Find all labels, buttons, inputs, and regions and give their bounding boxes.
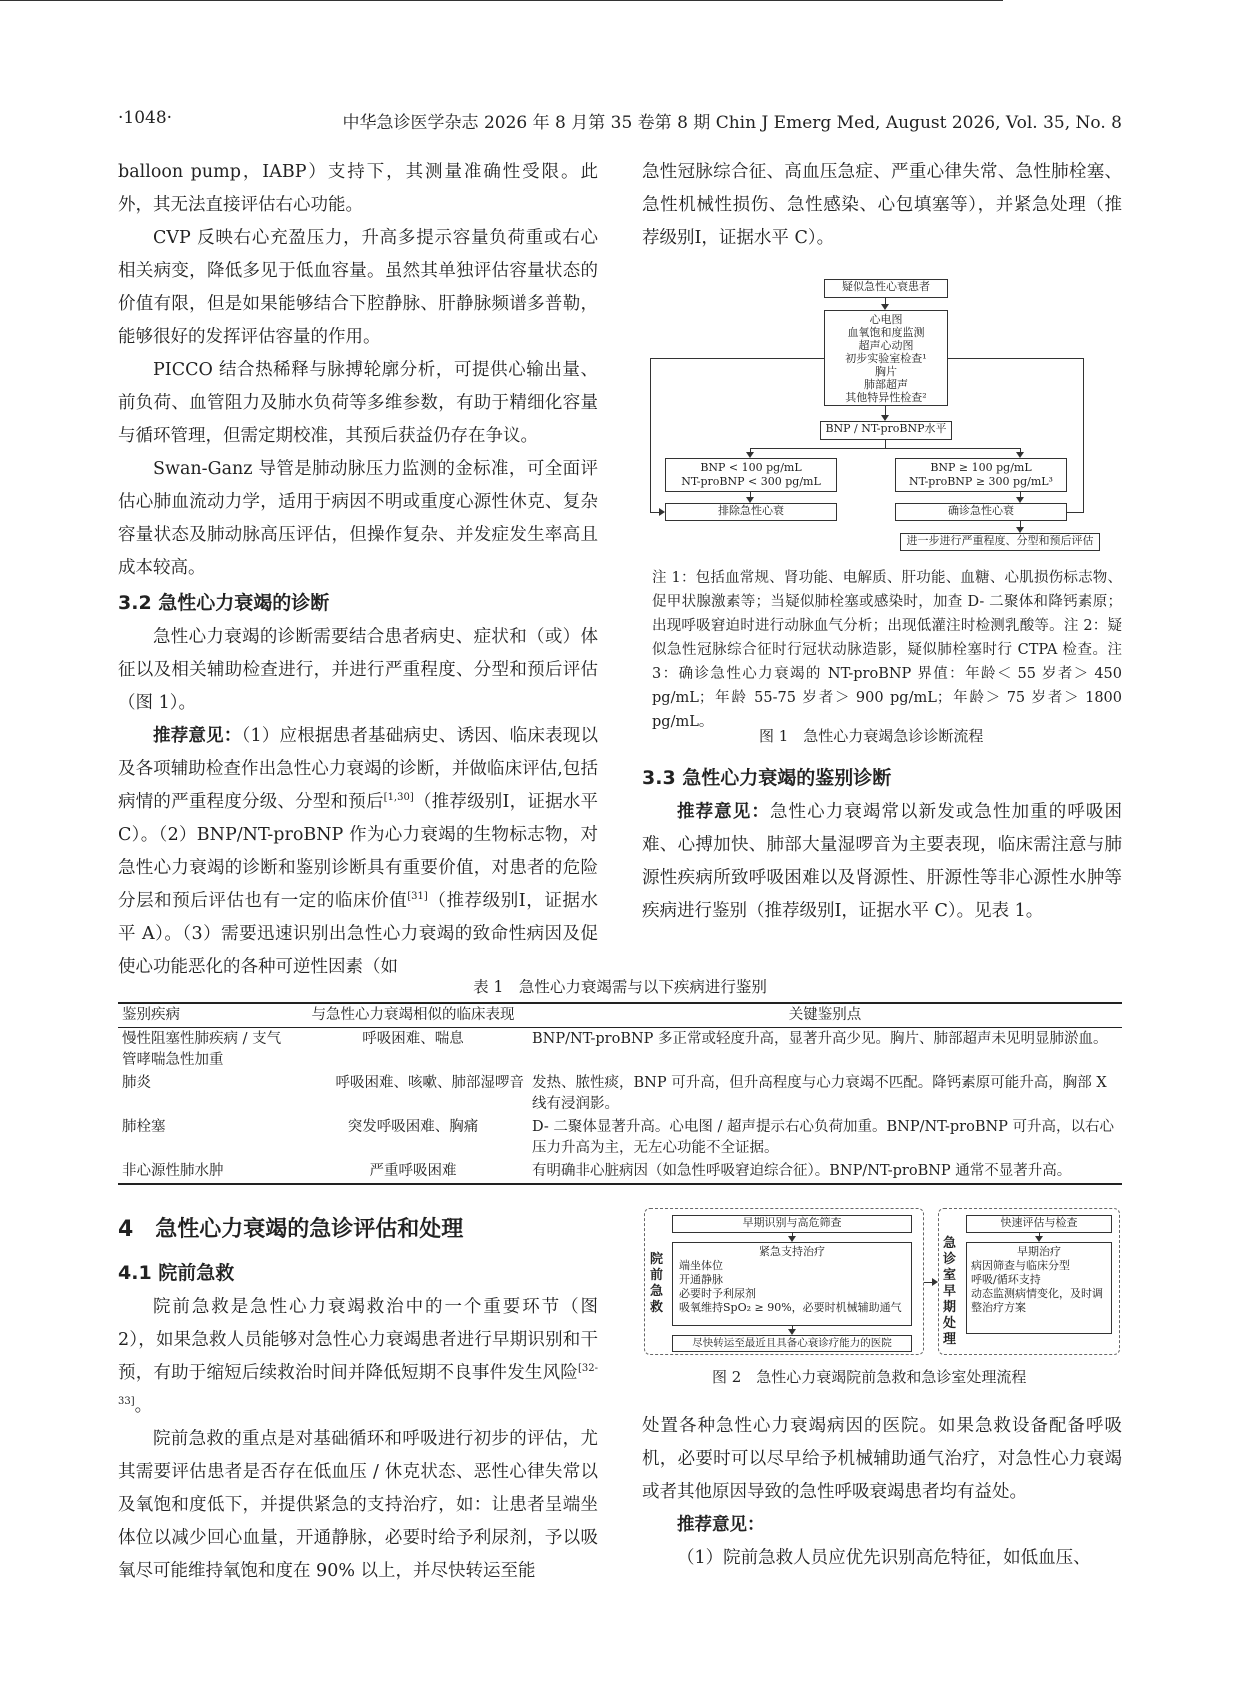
table-row	[118, 1028, 1122, 1073]
recommendation-label: 推荐意见：	[153, 726, 242, 746]
table-cell: 肺栓塞	[122, 1119, 166, 1135]
paragraph: CVP 反映右心充盈压力，升高多提示容量负荷重或右心相关病变，降低多见于低血容量。虽然其单独评估容量状态的价值有限，但是如果能够结合下腔静脉、肝静脉频谱多普勒，能够很好的发挥评估容量的作用。	[118, 228, 598, 347]
table-cell: 呼吸困难、喘息	[362, 1031, 464, 1047]
flow-box-confirm: 确诊急性心衰	[895, 503, 1067, 521]
header-rule	[0, 0, 1003, 1]
paragraph: Swan-Ganz 导管是肺动脉压力监测的金标准，可全面评估心肺血流动力学，适用于病因不明或重度心源性休克、复杂容量状态及肺动脉高压评估，但操作复杂、并发症发生率高且成本较高。	[118, 459, 598, 578]
ed-label: 急诊室早期处理	[943, 1236, 957, 1347]
flow-box-early-treatment: 早期治疗 病因筛查与临床分型 呼吸/循环支持 动态监测病情变化，及时调整治疗方案	[966, 1242, 1112, 1334]
paragraph: balloon pump，IABP）支持下，其测量准确性受限。此外，其无法直接评估右心功能。	[118, 162, 598, 215]
paragraph: 急性冠脉综合征、高血压急症、严重心律失常、急性肺栓塞、急性机械性损伤、急性感染、心包填塞等），并紧急处理（推荐级别Ⅰ，证据水平 C）。	[642, 162, 1122, 248]
paragraph: （1）院前急救人员应优先识别高危特征，如低血压、	[677, 1548, 1091, 1568]
recommendation-heading: 推荐意见：	[677, 1515, 765, 1535]
flow-box-suspect: 疑似急性心衰患者	[824, 279, 948, 298]
column-header: 与急性心力衰竭相似的临床表现	[298, 1003, 528, 1028]
journal-header: 中华急诊医学杂志 2026 年 8 月第 35 卷第 8 期 Chin J Emerg Med, August 2026, Vol. 35, No. 8	[342, 113, 1122, 133]
section-heading-4: 4 急性心力衰竭的急诊评估和处理	[118, 1217, 464, 1242]
flow-box-support: 紧急支持治疗 端坐体位 开通静脉 必要时予利尿剂 吸氧维持SpO₂ ≥ 90%，必要时机械辅助通气	[672, 1242, 912, 1326]
paragraph: 院前急救的重点是对基础循环和呼吸进行初步的评估，尤其需要评估患者是否存在低血压 / 休克状态、恶性心律失常以及氧饱和度低下，并提供紧急的支持治疗，如：让患者呈端坐体位以减少回心血量，开通静脉，必要时给予利尿剂，予以吸氧尽可能维持氧饱和度在 90% 以上，并尽快转运至能	[118, 1429, 598, 1581]
table-cell: BNP/NT-proBNP 多正常或轻度升高，显著升高少见。胸片、肺部超声未见明显肺淤血。	[532, 1031, 1108, 1047]
table-cell: 发热、脓性痰，BNP 可升高，但升高程度与心力衰竭不匹配。降钙素原可能升高，胸部 X 线有浸润影。	[532, 1075, 1107, 1112]
table-cell: 慢性阻塞性肺疾病 / 支气管哮喘急性加重	[122, 1031, 282, 1068]
recommendation-label: 推荐意见：	[677, 802, 770, 822]
flow-box-exams: 心电图 血氧饱和度监测 超声心动图 初步实验室检查¹ 胸片 肺部超声 其他特异性检查²	[824, 310, 948, 406]
citation: [31]	[407, 891, 428, 903]
flow-box-transfer: 尽快转运至最近且具备心衰诊疗能力的医院	[672, 1335, 912, 1352]
right-column-top	[642, 156, 1122, 255]
table-row	[118, 1116, 1122, 1160]
flow-box-exclude: 排除急性心衰	[665, 503, 837, 521]
section-heading-3-3: 3.3 急性心力衰竭的鉴别诊断	[642, 767, 892, 789]
table-header-row	[118, 1003, 1122, 1028]
prehospital-label: 院前急救	[650, 1252, 664, 1315]
flow-box-quick-eval: 快速评估与检查	[966, 1215, 1112, 1233]
table-cell: 非心源性肺水肿	[118, 1160, 298, 1184]
flow-box-further: 进一步进行严重程度、分型和预后评估	[900, 533, 1100, 551]
recommendation-paragraph: 推荐意见：急性心力衰竭常以新发或急性加重的呼吸困难、心搏加快、肺部大量湿啰音为主要表现，临床需注意与肺源性疾病所致呼吸困难以及肾源性、肝源性等非心源性水肿等疾病进行鉴别（推荐级别Ⅰ，证据水平 C）。见表 1。	[642, 802, 1123, 921]
flow-box-bnp-low: BNP < 100 pg/mL NT-proBNP < 300 pg/mL	[665, 458, 837, 492]
left-column-section-4	[118, 1255, 598, 1588]
table-1-title: 表 1 急性心力衰竭需与以下疾病进行鉴别	[473, 978, 767, 996]
section-heading-4-1: 4.1 院前急救	[118, 1262, 235, 1284]
flow-box-bnp: BNP / NT-proBNP水平	[820, 421, 952, 440]
page-number: ·1048·	[118, 108, 173, 128]
figure-1-note: 注 1：包括血常规、肾功能、电解质、肝功能、血糖、心肌损伤标志物、促甲状腺激素等；当疑似肺栓塞或感染时，加查 D- 二聚体和降钙素原；出现呼吸窘迫时进行动脉血气分析；出现低灌注时检测乳酸等。注 2：疑似急性冠脉综合征时行冠状动脉造影，疑似肺栓塞时行 CTPA 检查。注 3：确诊急性心力衰竭的 NT-proBNP 界值：年龄＜ 55 岁者＞ 450 pg/mL；年龄 55-75 岁者＞ 900 pg/mL；年龄＞ 75 岁者＞ 1800 pg/mL。	[652, 570, 1122, 730]
figure-2-caption: 图 2 急性心力衰竭院前急救和急诊室处理流程	[712, 1368, 1027, 1386]
paragraph: 急性心力衰竭的诊断需要结合患者病史、症状和（或）体征以及相关辅助检查进行，并进行严重程度、分型和预后评估（图 1）。	[118, 627, 598, 713]
flow-box-early-screen: 早期识别与高危筛查	[672, 1215, 912, 1233]
right-column-bottom	[642, 1410, 1122, 1575]
table-1	[118, 1002, 1122, 1185]
table-row	[118, 1160, 1122, 1184]
right-column-section-3-3	[642, 760, 1122, 928]
table-row	[118, 1072, 1122, 1116]
table-cell: D- 二聚体显著升高。心电图 / 超声提示右心负荷加重。BNP/NT-proBNP 可升高，以右心压力升高为主，无左心功能不全证据。	[532, 1119, 1115, 1156]
table-cell: 肺炎	[122, 1075, 151, 1091]
citation: [32-33]	[118, 1363, 598, 1408]
flow-box-bnp-high: BNP ≥ 100 pg/mL NT-proBNP ≥ 300 pg/mL³	[895, 458, 1067, 492]
column-header: 鉴别疾病	[118, 1003, 298, 1028]
paragraph: PICCO 结合热稀释与脉搏轮廓分析，可提供心输出量、前负荷、血管阻力及肺水负荷等多维参数，有助于精细化容量与循环管理，但需定期校准，其预后获益仍存在争议。	[118, 360, 598, 446]
left-column-top	[118, 156, 598, 984]
table-cell: 突发呼吸困难、胸痛	[347, 1119, 479, 1135]
table-cell: 有明确非心脏病因（如急性呼吸窘迫综合征）。BNP/NT-proBNP 通常不显著升高。	[528, 1160, 1122, 1184]
paragraph: 院前急救是急性心力衰竭救治中的一个重要环节（图 2），如果急救人员能够对急性心力衰竭患者进行早期识别和干预，有助于缩短后续救治时间并降低短期不良事件发生风险[32-33]。	[118, 1297, 598, 1416]
table-cell: 呼吸困难、咳嗽、肺部湿啰音	[335, 1075, 524, 1091]
section-heading-3-2: 3.2 急性心力衰竭的诊断	[118, 592, 330, 614]
figure-1-caption: 图 1 急性心力衰竭急诊诊断流程	[759, 727, 984, 745]
recommendation-paragraph: 推荐意见：（1）应根据患者基础病史、诱因、临床表现以及各项辅助检查作出急性心力衰竭的诊断，并做临床评估,包括病情的严重程度分级、分型和预后[1,30]（推荐级别Ⅰ，证据水平 C）。（2）BNP/NT-proBNP 作为心力衰竭的生物标志物，对急性心力衰竭的诊断和鉴别诊断具有重要价值，对患者的危险分层和预后评估也有一定的临床价值[31]（推荐级别Ⅰ，证据水平 A）。（3）需要迅速识别出急性心力衰竭的致命性病因及促使心功能恶化的各种可逆性因素（如	[118, 726, 599, 977]
paragraph: 处置各种急性心力衰竭病因的医院。如果急救设备配备呼吸机，必要时可以尽早给予机械辅助通气治疗，对急性心力衰竭或者其他原因导致的急性呼吸衰竭患者均有益处。	[642, 1416, 1122, 1502]
table-cell: 严重呼吸困难	[298, 1160, 528, 1184]
citation: [1,30]	[383, 792, 414, 804]
column-header: 关键鉴别点	[528, 1003, 1122, 1028]
